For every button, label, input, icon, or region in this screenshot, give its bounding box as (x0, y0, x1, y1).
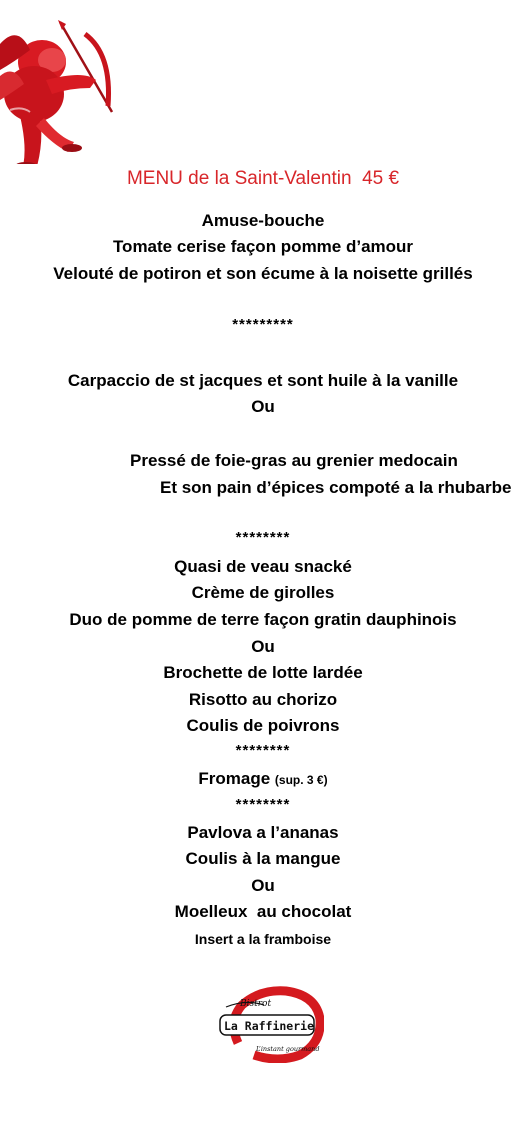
entree-option-1: Carpaccio de st jacques et sont huile à la vanille (67, 371, 459, 390)
separator: ******** (235, 796, 291, 813)
restaurant-logo (216, 985, 324, 1063)
dessert-ou: Ou (251, 876, 275, 895)
plat-option-1-item-3: Duo de pomme de terre façon gratin dauphinois (69, 610, 457, 629)
logo-tagline: L’instant gourmand (256, 1045, 320, 1053)
cupid-illustration (0, 14, 135, 164)
logo-top-text: Bistrot (240, 999, 272, 1009)
fromage-supplement: (sup. 3 €) (274, 773, 328, 787)
logo-name: La Raffinerie (224, 1019, 315, 1033)
plat-option-1-item-2: Crème de girolles (191, 583, 335, 602)
menu-title: MENU de la Saint-Valentin 45 € (126, 168, 400, 189)
amuse-item-2: Velouté de potiron et son écume à la noisette grillés (53, 264, 473, 283)
plat-option-2-item-3: Coulis de poivrons (186, 716, 340, 735)
entree-ou: Ou (251, 397, 275, 416)
dessert-option-1-item-2: Coulis à la mangue (185, 849, 341, 868)
separator: ********* (232, 316, 294, 333)
entree-option-2-line-2: Et son pain d’épices compoté a la rhubarbe (160, 478, 512, 497)
fromage-label: Fromage (198, 769, 271, 788)
separator: ******** (235, 742, 291, 759)
plat-option-2-item-1: Brochette de lotte lardée (163, 663, 363, 682)
plat-ou: Ou (251, 637, 275, 656)
plat-option-2-item-2: Risotto au chorizo (188, 690, 338, 709)
separator: ******** (235, 529, 291, 546)
amuse-heading: Amuse-bouche (201, 211, 325, 230)
dessert-option-2: Moelleux au chocolat (174, 902, 352, 921)
amuse-item-1: Tomate cerise façon pomme d’amour (112, 237, 414, 256)
dessert-option-1-item-1: Pavlova a l’ananas (187, 823, 339, 842)
fromage-line (0, 768, 526, 791)
entree-option-2-line-1: Pressé de foie-gras au grenier medocain (130, 451, 458, 470)
dessert-option-2-detail: Insert a la framboise (194, 931, 332, 947)
plat-option-1-item-1: Quasi de veau snacké (174, 557, 352, 576)
